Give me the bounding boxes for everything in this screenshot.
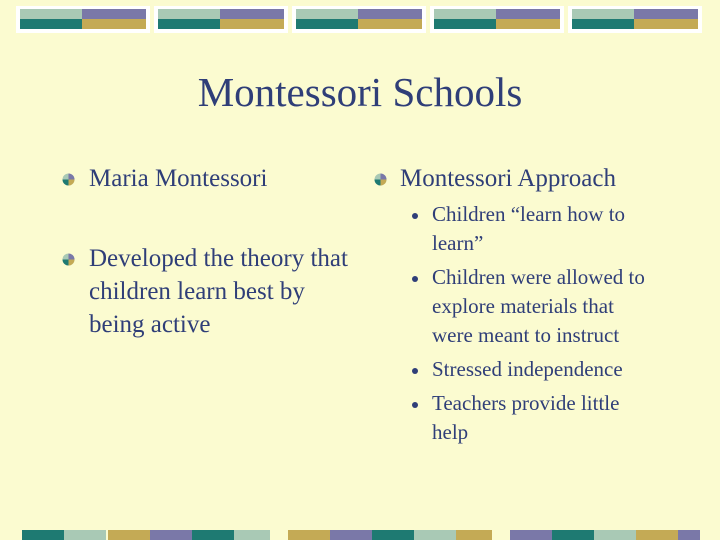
left-bullet-2: Developed the theory that children learn best by being active (89, 245, 348, 338)
quartered-circle-bullet-icon (62, 253, 75, 266)
slide-title: Montessori Schools (197, 69, 523, 115)
right-sub-bullet-list (409, 200, 659, 452)
right-heading: Montessori Approach (400, 165, 616, 192)
sub-bullet-text: Stressed independence (432, 357, 623, 381)
round-dot-icon (412, 368, 418, 374)
sub-bullet-item (409, 200, 659, 258)
top-decorative-band (0, 0, 720, 40)
sub-bullet-text: Children were allowed to explore materials that were meant to instruct (432, 265, 645, 347)
sub-bullet-item (409, 389, 659, 447)
quartered-circle-bullet-icon (62, 173, 75, 186)
quartered-circle-bullet-icon (374, 173, 387, 186)
round-dot-icon (412, 276, 418, 282)
sub-bullet-item (409, 355, 659, 384)
round-dot-icon (412, 213, 418, 219)
sub-bullet-item (409, 263, 659, 350)
sub-bullet-text: Teachers provide little help (432, 391, 620, 444)
left-bullet-1: Maria Montessori (89, 165, 268, 192)
bottom-decorative-band (0, 528, 720, 540)
sub-bullet-text: Children “learn how to learn” (432, 202, 626, 255)
round-dot-icon (412, 402, 418, 408)
